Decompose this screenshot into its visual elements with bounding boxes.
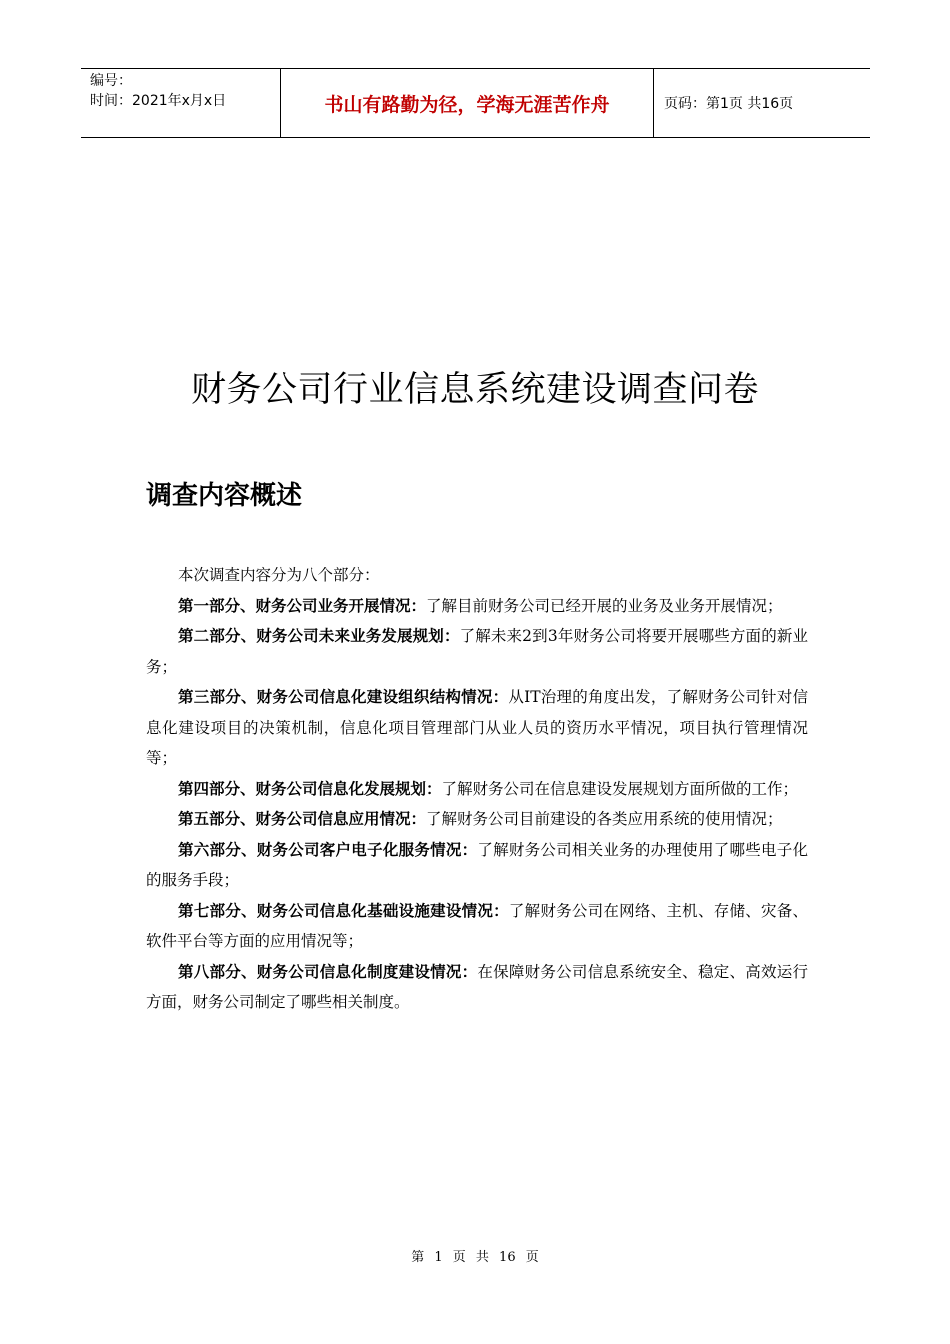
part-paragraph [146, 804, 808, 835]
number-label: 编号： [90, 73, 132, 89]
part-lead: 第三部分、财务公司信息化建设组织结构情况： [178, 688, 509, 706]
part-paragraph [146, 835, 808, 896]
part-text: 了解财务公司相关业务的办理使用了哪些电子化的服务手段； [146, 840, 808, 889]
page-footer: 第 1 页 共 16 页 [411, 1250, 539, 1265]
part-paragraph [146, 774, 808, 805]
time-label: 时间：2021年x月x日 [90, 93, 227, 109]
part-text: 了解财务公司在信息建设发展规划方面所做的工作； [441, 779, 799, 798]
part-text: 在保障财务公司信息系统安全、稳定、高效运行方面，财务公司制定了哪些相关制度。 [146, 962, 808, 1011]
intro-paragraph: 本次调查内容分为八个部分： [178, 566, 380, 584]
part-paragraph [146, 957, 808, 1018]
section-heading: 调查内容概述 [146, 481, 303, 511]
document-title: 财务公司行业信息系统建设调查问卷 [190, 370, 759, 410]
part-text: 了解财务公司目前建设的各类应用系统的使用情况； [426, 810, 783, 828]
part-text: 了解未来2到3年财务公司将要开展哪些方面的新业务； [146, 627, 808, 676]
part-lead: 第六部分、财务公司客户电子化服务情况： [178, 840, 478, 859]
header-page-info: 页码：第1页 共16页 [664, 96, 794, 112]
part-lead: 第二部分、财务公司未来业务发展规划： [178, 627, 460, 645]
part-text: 了解目前财务公司已经开展的业务及业务开展情况； [426, 596, 783, 615]
part-lead: 第四部分、财务公司信息化发展规划： [178, 779, 442, 798]
page-header [81, 68, 870, 138]
part-paragraph [146, 896, 808, 957]
part-paragraph [146, 621, 808, 682]
part-lead: 第五部分、财务公司信息应用情况： [178, 810, 427, 828]
document-body [146, 560, 808, 1018]
part-paragraph [146, 591, 808, 622]
part-lead: 第七部分、财务公司信息化基础设施建设情况： [178, 901, 509, 920]
part-lead: 第八部分、财务公司信息化制度建设情况： [178, 962, 478, 981]
header-meta-cell [81, 69, 281, 137]
part-text: 从IT治理的角度出发，了解财务公司针对信息化建设项目的决策机制，信息化项目管理部门从业人员的资历水平情况，项目执行管理情况等； [146, 688, 808, 767]
part-text: 了解财务公司在网络、主机、存储、灾备、软件平台等方面的应用情况等； [146, 901, 808, 950]
header-motto: 书山有路勤为径，学海无涯苦作舟 [281, 69, 654, 137]
part-paragraph [146, 682, 808, 774]
part-lead: 第一部分、财务公司业务开展情况： [178, 596, 427, 615]
